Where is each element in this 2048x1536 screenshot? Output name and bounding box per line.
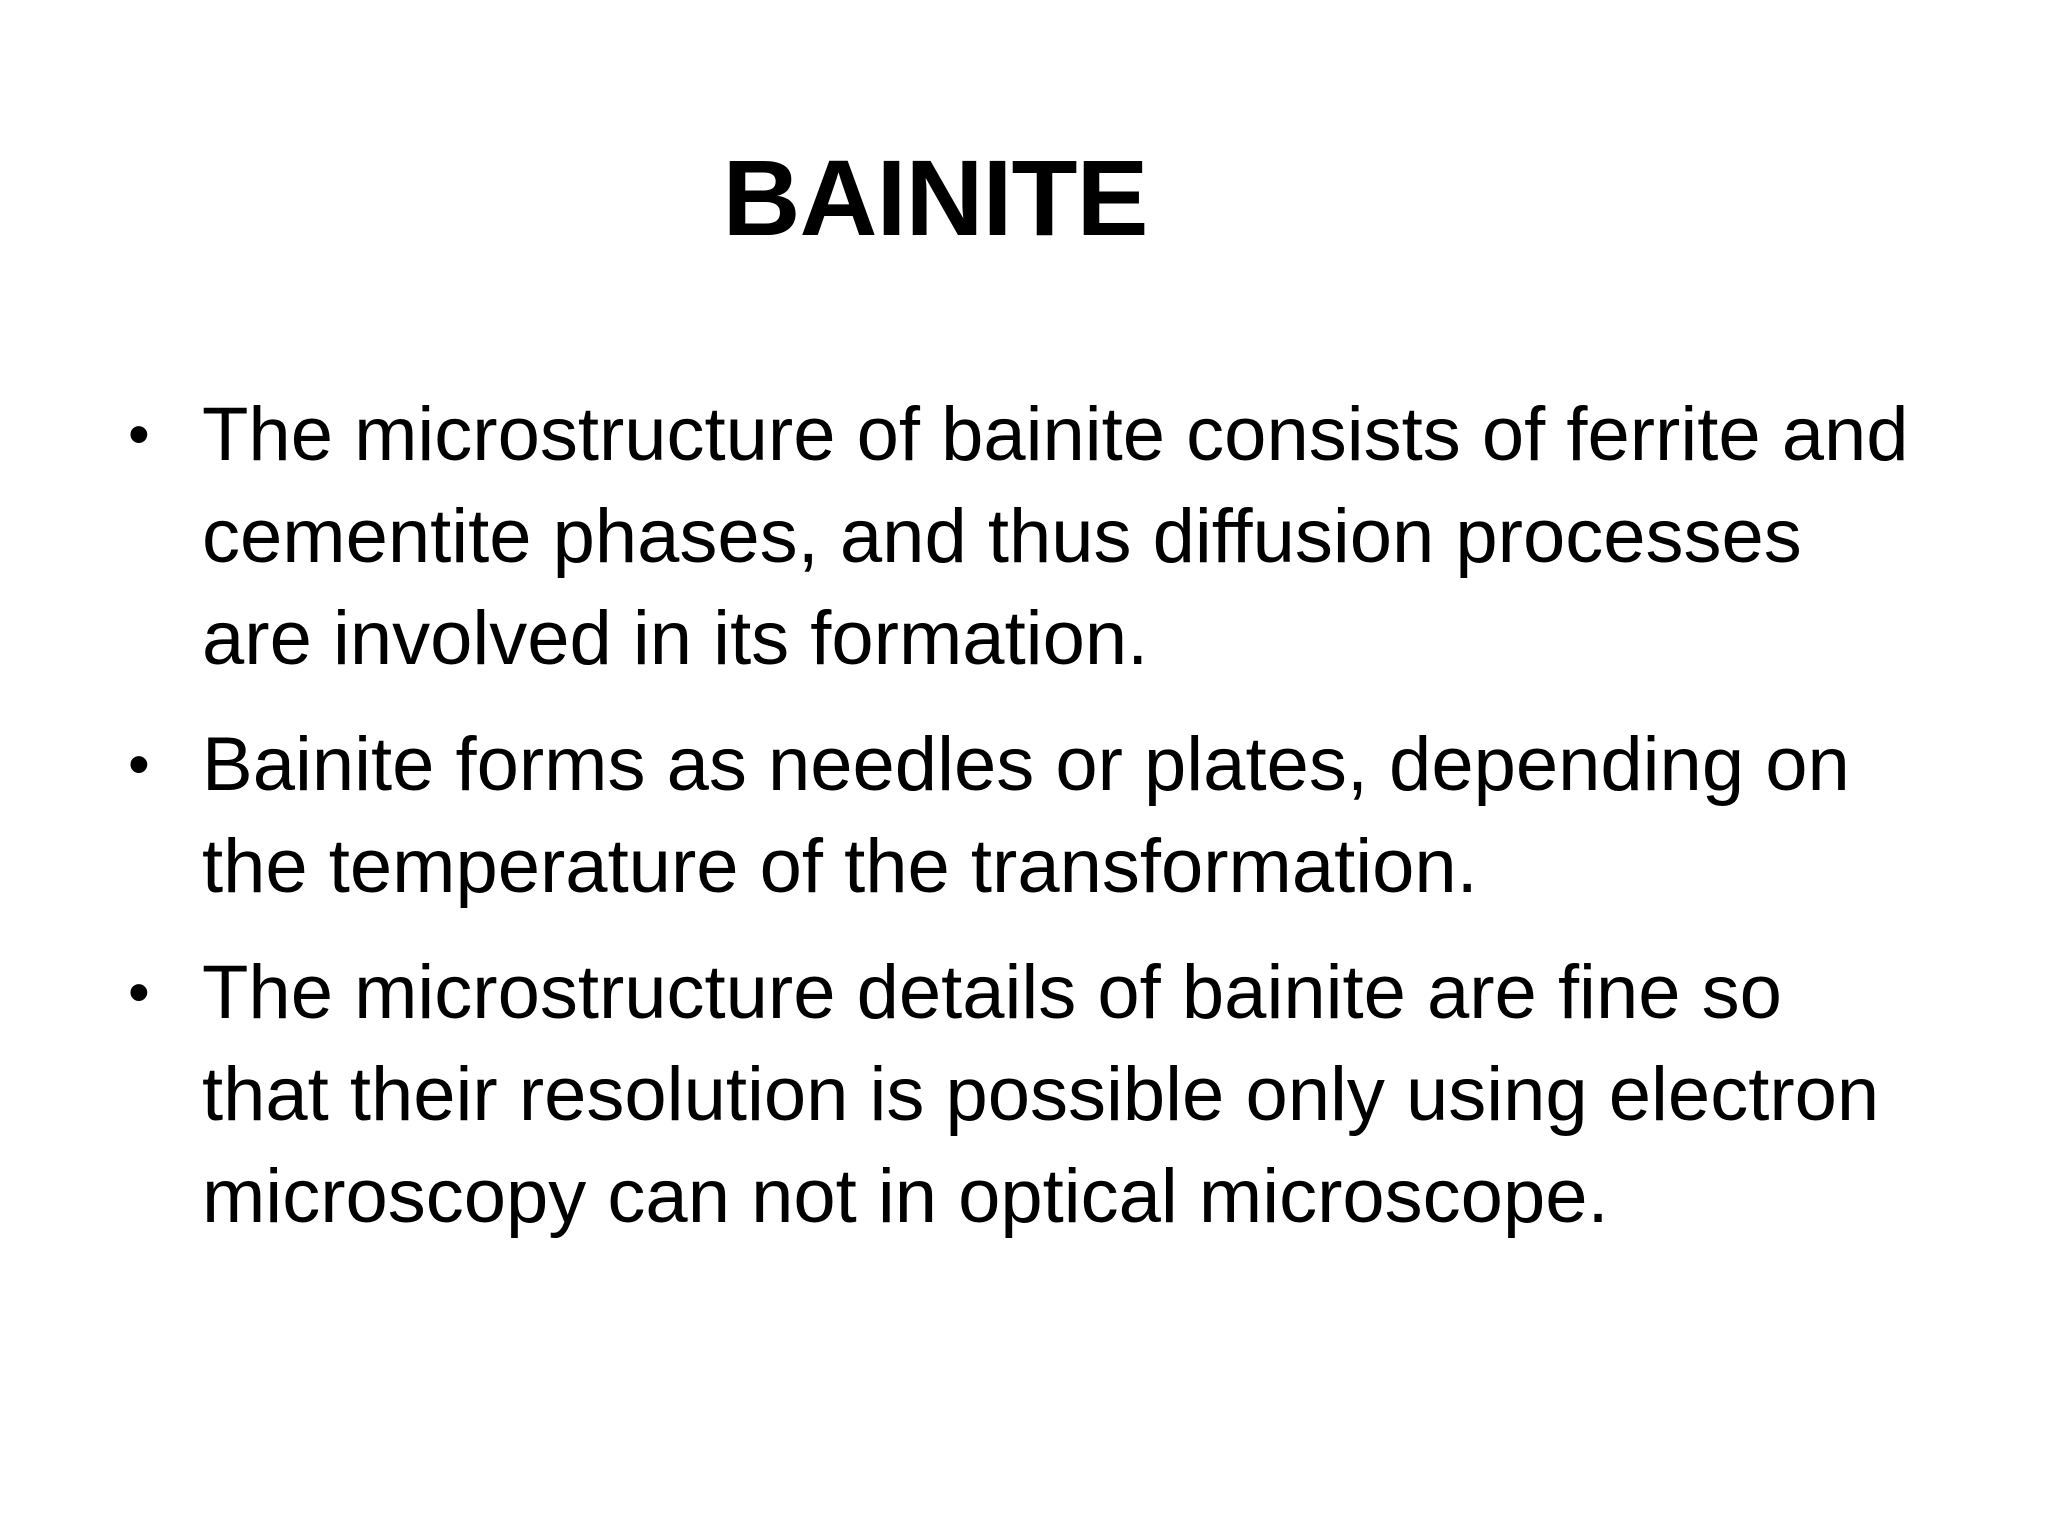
slide-title: BAINITE — [722, 137, 1148, 258]
bullet-text: Bainite forms as needles or plates, depending on the temperature of the transformation. — [202, 722, 1850, 909]
bullet-text: The microstructure of bainite consists of ferrite and cementite phases, and thus diffusion processes are involved in its formation. — [202, 392, 1909, 681]
bullet-icon: • — [128, 400, 150, 469]
bullet-text: The microstructure details of bainite are fine so that their resolution is possible only using electron microscopy can not in optical microscope. — [202, 950, 1880, 1239]
bullet-icon: • — [128, 958, 150, 1027]
bullet-item — [122, 384, 1922, 690]
bullet-item — [122, 942, 1922, 1248]
bullet-icon: • — [128, 730, 150, 799]
bullet-item — [122, 714, 1922, 918]
bullet-list — [122, 384, 1922, 1272]
